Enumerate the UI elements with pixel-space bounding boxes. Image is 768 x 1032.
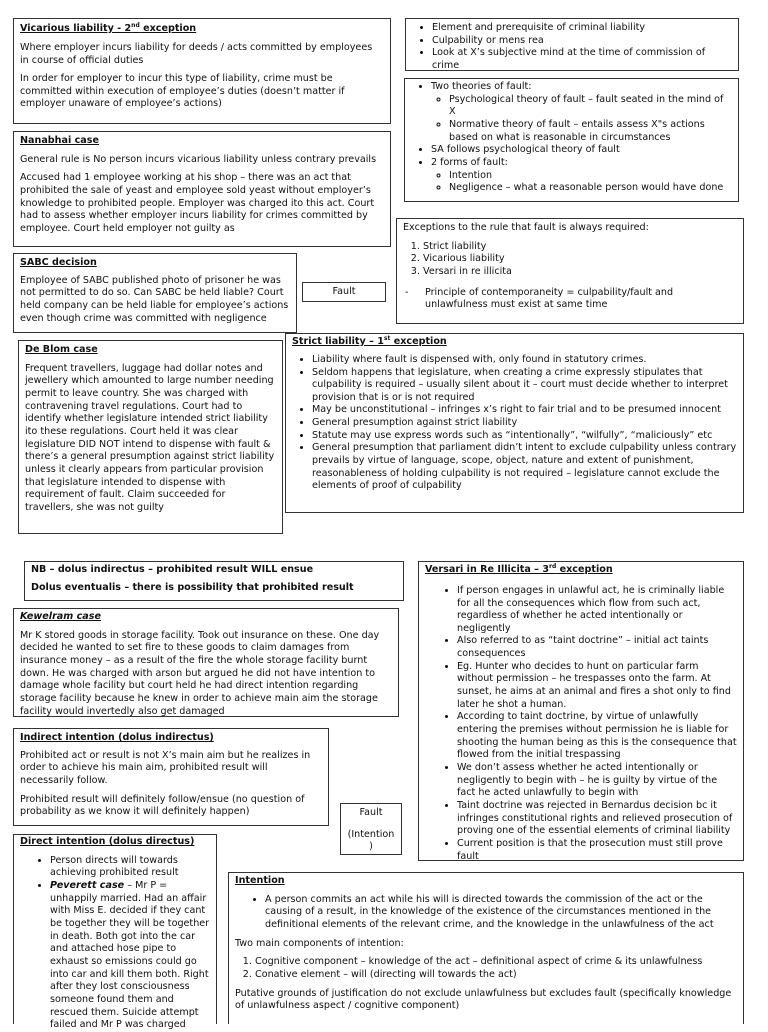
list-item: 3. Versari in re illicita [423,266,737,279]
list-item: ◦ Negligence – what a reasonable person would have done [449,182,732,195]
exceptions-box [396,218,744,324]
list-item: • General presumption that parliament didn’t intent to exclude culpability unless contrary prevails by virtue of language, scope, object, nature and extent of punishment, reasonableness of holding culpability is not required – legislature cannot exclude the elements of proof of culpability [312,442,737,493]
list-item: ◦ Intention [449,170,732,183]
fault-elements-box [405,18,739,71]
list-item: • Taint doctrine was rejected in Bernardus decision bc it infringes constitutional rights and relieved prosecution of proving one of the essential elements of criminal liability [457,800,737,838]
de-blom-facts: Frequent travellers, luggage had dollar notes and jewellery which amounted to large number needing permit to leave country. She was charged with contravening travel regulations. Court had to identify whether legislature intended strict liability ito these regulations. Court held it was clear legislature DID NOT intend to dispense with fault & there’s a general presumption against strict liability unless it clearly appears from particular provision that legislature intended to dispense with requirement of fault. Claim succeeded for travellers, she was not guilty [25,362,275,513]
nanabhai-box [13,131,391,247]
list-item: ◦ Psychological theory of fault – fault seated in the mind of X [449,94,732,119]
list-item: • Person directs will towards achieving prohibited result [50,855,210,880]
exceptions-list [403,241,737,279]
vicarious-definition: Where employer incurs liability for deeds / acts committed by employees in course of official duties [20,41,373,66]
nb-box [24,561,404,601]
indirect-title: Indirect intention (dolus indirectus) [20,732,214,743]
list-item: • Current position is that the prosecution must still prove fault [457,838,737,863]
list-item: • Liability where fault is dispensed with, only found in statutory crimes. [312,354,737,367]
list-item: • Peverett case – Mr P = unhappily married. Had an affair with Miss E. decided if they cant be together they will be together in death. Both got into the car and attached hose pipe to exhaust so emissions could go into car and kill them both. Right after they lost consciousness someone found them and rescued them. Suicide attempt failed and Mr P was charged [50,880,210,1032]
direct-intention-box [13,834,217,1031]
direct-list [20,855,210,1032]
kewelram-box [13,608,399,717]
kewelram-facts: Mr K stored goods in storage facility. Took out insurance on these. One day decided he wanted to set fire to these goods to claim damages from insurance money – as a result of the fire the whole storage facility burnt down. He was charged with arson but argued he did not have intention to damage whole facility but court held he had direct intention regarding storage facility because he knew in order to achieve main aim the storage facility would invertedly also get damaged [20,629,380,717]
indirect-definition: Prohibited act or result is not X’s main aim but he realizes in order to achieve his main aim, prohibited result will necessarily follow. [20,749,311,786]
strict-list [292,354,737,493]
list-item: • Statute may use express words such as “intentionally”, “wilfully”, “maliciously” etc [312,430,737,443]
list-item: • General presumption against strict liability [312,417,737,430]
nanabhai-facts: Accused had 1 employee working at his shop – there was an act that prohibited the sale of yeast and employee sold yeast without employer’s knowledge to prohibited people. Employer was charged ito this act. Court had to assess whether employer incurs liability for crimes committed by employee. Court held employer not guilty as [20,172,375,234]
vicarious-liability-box [13,18,391,124]
intention-title: Intention [235,875,285,886]
theories-list [411,81,732,195]
fault-elements-list [412,22,732,73]
sabc-box [13,253,297,333]
list-item: • We don’t assess whether he acted intentionally or negligently to begin with – he is guilty by virtue of the fact he acted unlawfully to begin with [457,762,737,800]
vicarious-requirement: In order for employer to incur this type of liability, crime must be committed within execution of employee’s duties (doesn’t matter if employer unaware of employee’s actions) [20,73,345,110]
indirect-result: Prohibited result will definitely follow/ensue (no question of probability as we know it will definitely happen) [20,793,305,818]
list-item: • May be unconstitutional – infringes x’s right to fair trial and to be presumed innocent [312,404,737,417]
list-item: 1. Cognitive component – knowledge of the act – definitional aspect of crime & its unlawfulness [255,956,737,969]
contemporaneity-principle: - Principle of contemporaneity = culpability/fault and unlawfulness must exist at same time [405,286,674,311]
sabc-facts: Employee of SABC published photo of prisoner he was not permitted to do so. Can SABC be held liable? Court held company can be held liable for employee’s actions even though crime was committed with negligence [20,274,289,324]
nb-dolus-eventualis: Dolus eventualis – there is possibility that prohibited result [31,581,354,593]
intention-box [228,872,744,1024]
list-item: • Element and prerequisite of criminal liability [432,22,732,35]
list-item: • Also referred to as “taint doctrine” – initial act taints consequences [457,635,737,660]
list-item: • SA follows psychological theory of fault [431,144,732,157]
list-item: • According to taint doctrine, by virtue of unlawfully entering the premises without permission he is liable for shooting the human being as this is the consequence that flowed from the initial trespassing [457,711,737,762]
nb-dolus-indirectus: NB – dolus indirectus – prohibited result WILL ensue [31,564,314,575]
list-item: • 2 forms of fault: ◦ Intention ◦ Negligence – what a reasonable person would have done [431,157,732,195]
intention-definition-list [235,894,737,932]
list-item: ◦ Normative theory of fault – entails assess X"s actions based on what is reasonable in circumstances [449,119,732,144]
list-item: 2. Vicarious liability [423,253,737,266]
nanabhai-title: Nanabhai case [20,135,99,146]
list-item: • Look at X’s subjective mind at the time of commission of crime [432,47,732,72]
intention-components-intro: Two main components of intention: [235,937,404,949]
list-item: • If person engages in unlawful act, he is criminally liable for all the consequences which flow from such act, regardless of whether he acted intentionally or negligently [457,585,737,636]
de-blom-box [18,340,283,534]
de-blom-title: De Blom case [25,344,98,355]
kewelram-title: Kewelram case [20,611,101,622]
list-item: • Seldom happens that legislature, when creating a crime expressly stipulates that culpability is required – usually silent about it – court must decide whether to interpret provision that is or is not required [312,367,737,405]
fault-intention-label: Fault (Intention ) [340,803,402,855]
putative-grounds: Putative grounds of justification do not exclude unlawfulness but excludes fault (specifically knowledge of unlawfulness aspect / cognitive component) [235,987,732,1012]
strict-title: Strict liability – 1st exception [292,335,447,348]
list-item: • Culpability or mens rea [432,35,732,48]
strict-liability-box [285,333,744,513]
fault-label: Fault [302,282,386,302]
list-item: 1. Strict liability [423,241,737,254]
vicarious-title: Vicarious liability - 2nd exception [20,22,197,35]
versari-list [425,585,737,863]
exceptions-intro: Exceptions to the rule that fault is always required: [403,222,649,233]
versari-box [418,561,744,861]
list-item: • Two theories of fault: ◦ Psychological theory of fault – fault seated in the mind of X ◦ Normative theory of fault – entails assess X"s actions based on what is reasonable in circumstances [431,81,732,144]
list-item: 2. Conative element – will (directing will towards the act) [255,969,737,982]
direct-title: Direct intention (dolus directus) [20,836,195,847]
indirect-intention-box [13,728,329,826]
theories-box [404,78,739,202]
peverett-case-name: Peverett case [50,879,125,891]
intention-components-list [235,956,737,981]
versari-title: Versari in Re Illicita – 3rd exception [425,563,613,576]
list-item: • Eg. Hunter who decides to hunt on particular farm without permission – he trespasses onto the farm. At sunset, he aims at an animal and fires a shot only to find later he shot a human. [457,661,737,712]
sabc-title: SABC decision [20,257,97,268]
nanabhai-rule: General rule is No person incurs vicarious liability unless contrary prevails [20,153,377,165]
list-item: • A person commits an act while his will is directed towards the commission of the act or the causing of a result, in the knowledge of the existence of the circumstances mentioned in the definitional elements of the relevant crime, and the knowledge in the unlawfulness of the act [265,894,737,932]
